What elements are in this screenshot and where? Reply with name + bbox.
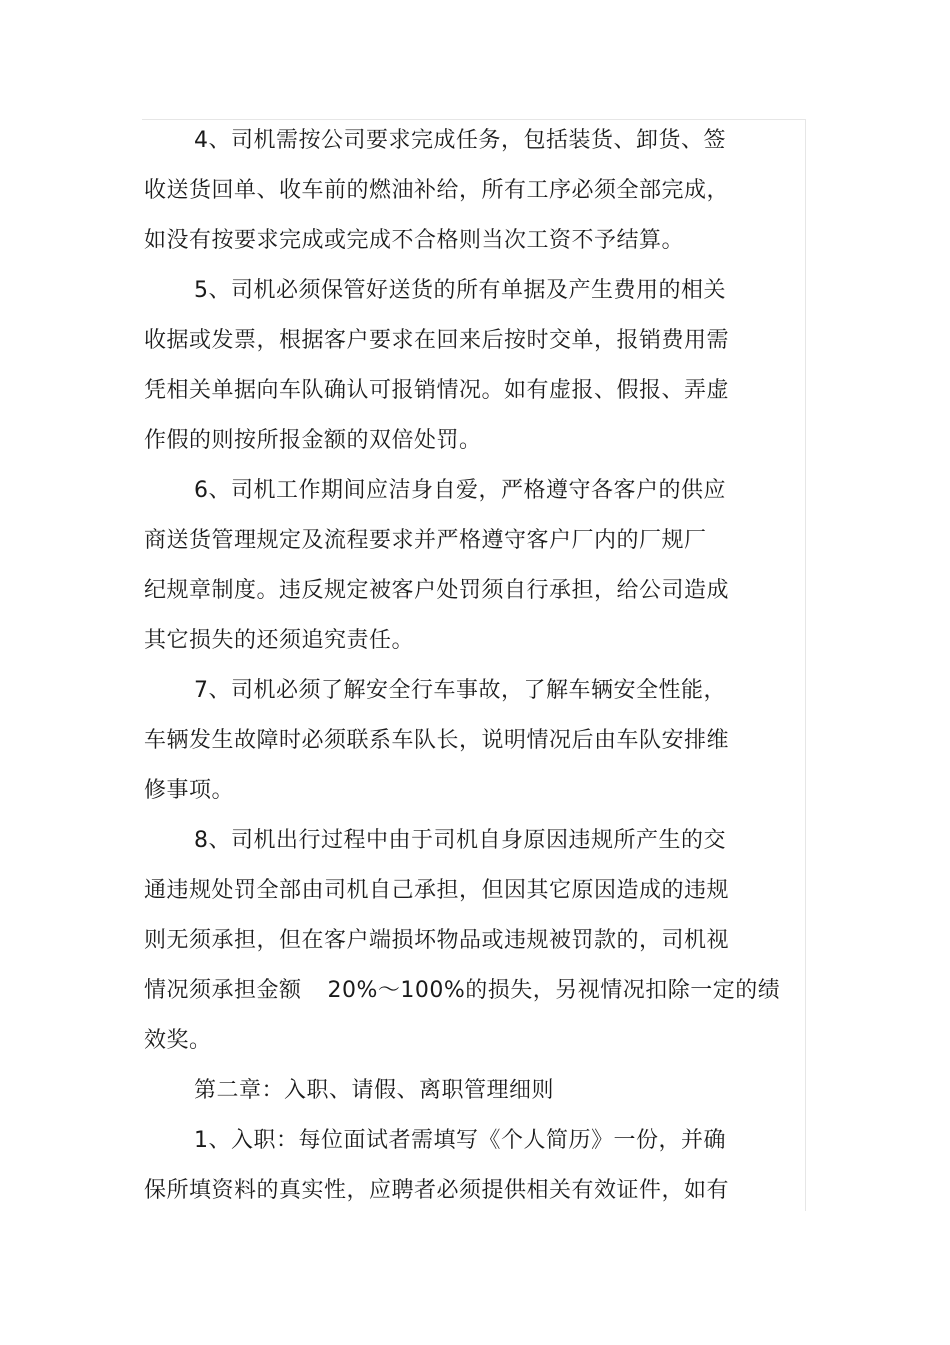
chapter-2-heading: 第二章：入职、请假、离职管理细则 [194, 1078, 555, 1103]
paragraph-8-line-1: 8、司机出行过程中由于司机自身原因违规所产生的交 [194, 828, 726, 853]
paragraph-4-line-1: 4、司机需按公司要求完成任务，包括装货、卸货、签 [194, 128, 726, 153]
paragraph-6-line-2: 商送货管理规定及流程要求并严格遵守客户厂内的厂规厂 [144, 528, 707, 553]
paragraph-5-line-4: 作假的则按所报金额的双倍处罚。 [144, 428, 482, 453]
paragraph-7-line-1: 7、司机必须了解安全行车事故，了解车辆安全性能， [194, 678, 726, 703]
paragraph-4-line-2: 收送货回单、收车前的燃油补给，所有工序必须全部完成， [144, 178, 730, 203]
paragraph-8-line-5: 效奖。 [144, 1028, 212, 1053]
paragraph-5-line-1: 5、司机必须保管好送货的所有单据及产生费用的相关 [194, 278, 726, 303]
paragraph-4-line-3: 如没有按要求完成或完成不合格则当次工资不予结算。 [144, 228, 685, 253]
chapter-2-item-1-line-1: 1、入职：每位面试者需填写《个人简历》一份，并确 [194, 1128, 726, 1153]
paragraph-7-line-3: 修事项。 [144, 778, 235, 803]
paragraph-8-line-4 [144, 966, 784, 1016]
paragraph-7-line-2: 车辆发生故障时必须联系车队长，说明情况后由车队安排维 [144, 728, 730, 753]
paragraph-6-line-1: 6、司机工作期间应洁身自爱，严格遵守各客户的供应 [194, 478, 726, 503]
paragraph-5-line-2: 收据或发票，根据客户要求在回来后按时交单，报销费用需 [144, 328, 730, 353]
paragraph-6-line-3: 纪规章制度。违反规定被客户处罚须自行承担，给公司造成 [144, 578, 730, 603]
paragraph-6-line-4: 其它损失的还须追究责任。 [144, 628, 415, 653]
chapter-2-item-1-line-2: 保所填资料的真实性，应聘者必须提供相关有效证件，如有 [144, 1178, 730, 1203]
paragraph-5-line-3: 凭相关单据向车队确认可报销情况。如有虚报、假报、弄虚 [144, 378, 730, 403]
paragraph-8-line-4-part-a: 情况须承担金额 [144, 978, 302, 1003]
paragraph-8-line-2: 通违规处罚全部由司机自己承担，但因其它原因造成的违规 [144, 878, 730, 903]
paragraph-8-line-4-part-b: 20%～100%的损失，另视情况扣除一定的绩 [327, 978, 781, 1003]
document-body [144, 116, 784, 1216]
paragraph-8-line-3: 则无须承担，但在客户端损坏物品或违规被罚款的，司机视 [144, 928, 730, 953]
